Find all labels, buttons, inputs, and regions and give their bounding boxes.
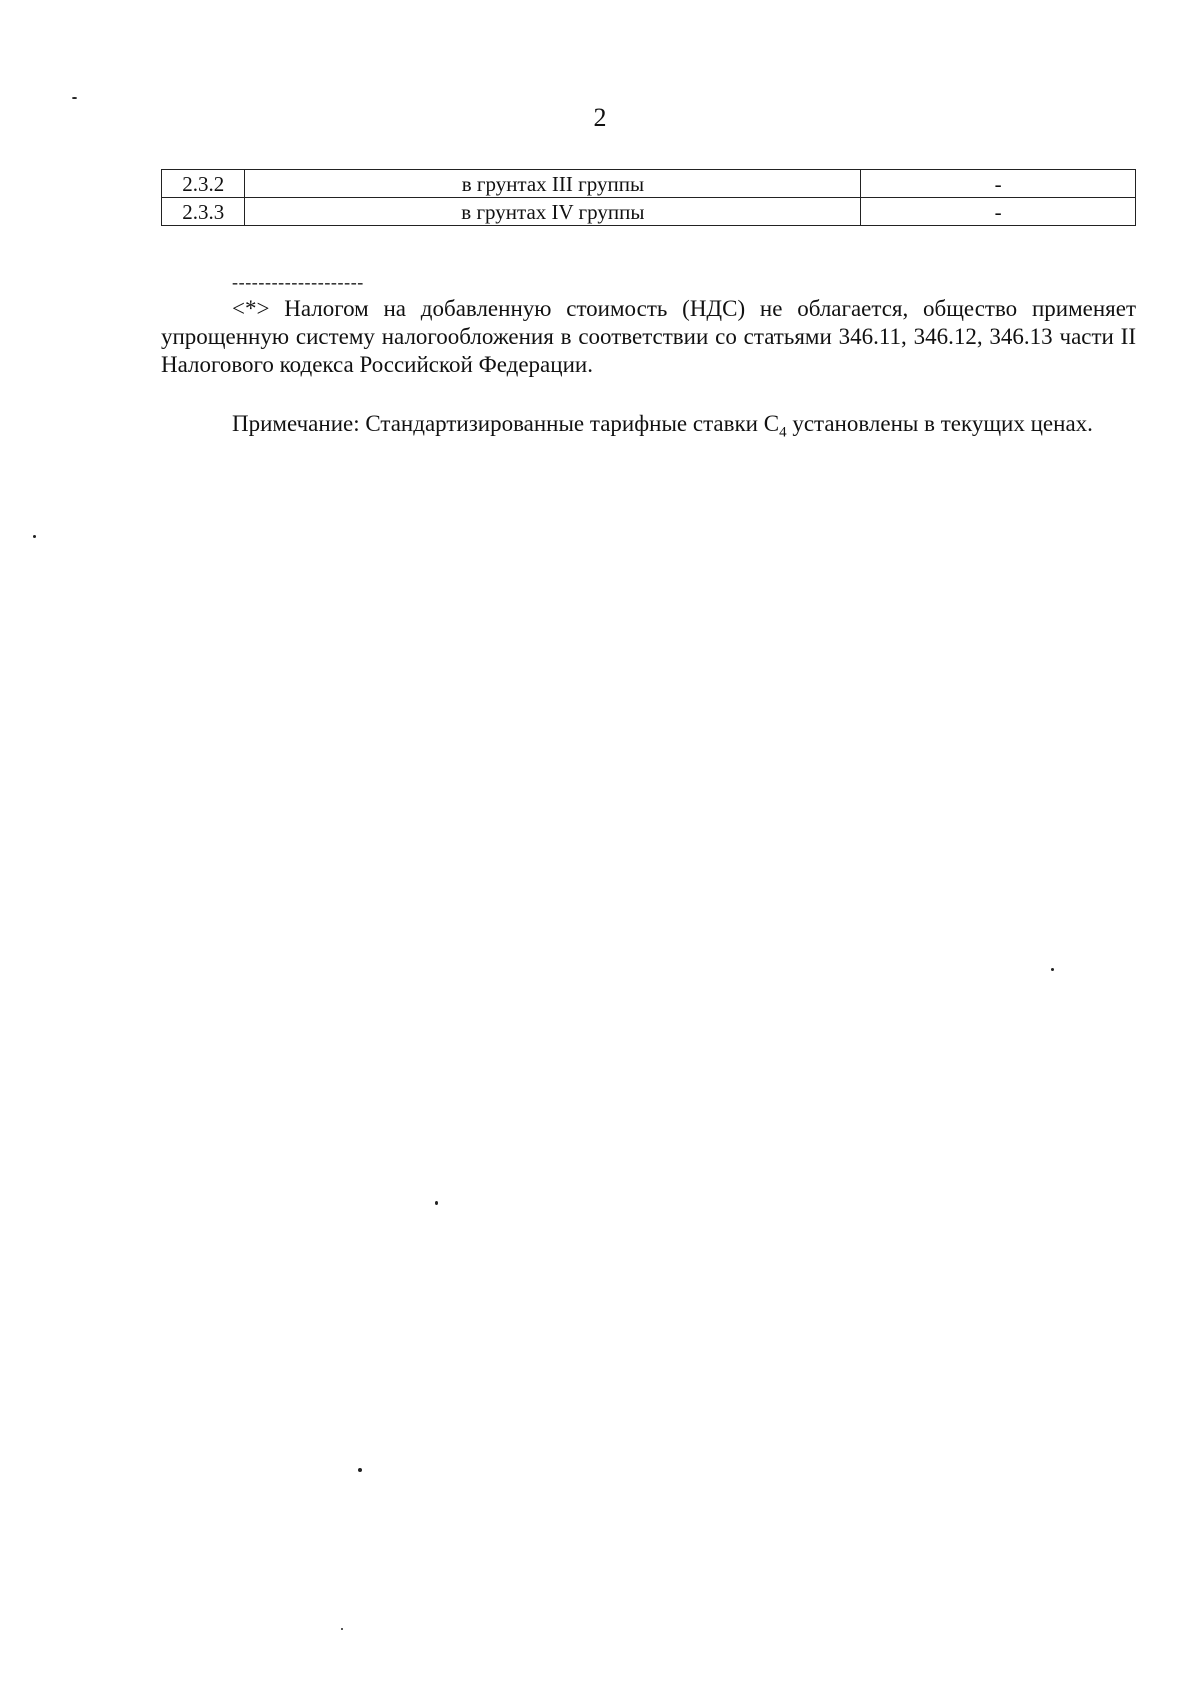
scan-speck — [72, 97, 77, 99]
page-number: 2 — [593, 103, 607, 132]
note-text-suffix: установлены в текущих ценах. — [786, 411, 1093, 436]
footnote-text: <*> Налогом на добавленную стоимость (НДС) не облагается, общество применяет упрощенную систему налогообложения в соответствии со статьями 346.11, 346.12, 346.13 части II Налогового кодекса Российской Федерации. — [161, 296, 1136, 377]
rates-table — [161, 169, 1136, 226]
row-value-cell: - — [861, 198, 1136, 226]
table-row — [162, 198, 1136, 226]
row-description-cell: в грунтах III группы — [245, 170, 861, 198]
row-value-cell: - — [861, 170, 1136, 198]
scan-speck — [33, 535, 36, 538]
footnote-separator: -------------------- — [232, 272, 364, 292]
row-description-cell: в грунтах IV группы — [245, 198, 861, 226]
note-text-prefix: Примечание: Стандартизированные тарифные ставки С — [232, 411, 780, 436]
scan-speck — [1051, 968, 1054, 971]
note-subscript: 4 — [779, 424, 787, 441]
row-number-cell: 2.3.3 — [162, 198, 245, 226]
scan-speck — [341, 1628, 343, 1630]
scan-speck — [358, 1468, 362, 1472]
note-paragraph — [161, 410, 1136, 447]
scan-speck — [435, 1201, 438, 1205]
table-row — [162, 170, 1136, 198]
row-number-cell: 2.3.2 — [162, 170, 245, 198]
